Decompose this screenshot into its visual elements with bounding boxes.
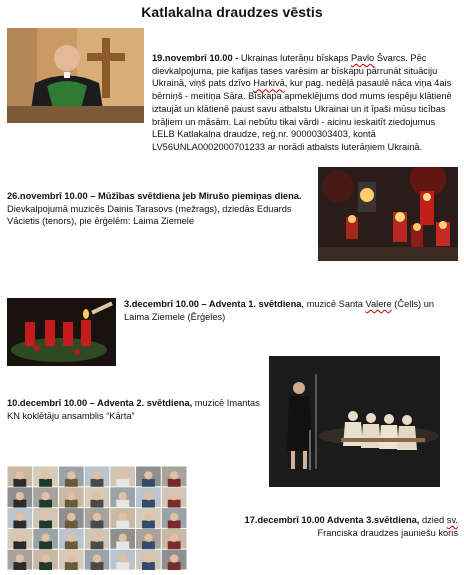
page-title: Katlakalna draudzes vēstis <box>141 4 323 20</box>
event-1-text: 19.novembrī 10.00 - Ukrainas luterāņu bīskaps Pavlo Švarcs. Pēc dievkalpojuma, pie kafijas tases varēsim ar bīskapu pārrunāt situāciju Ukrainā, viņš pats dzīvo Harkivā, kur pag. nedēļā pasaulē nāca viņa 4ais bērniņš - meitiņa Sāra. Bīskapa apmeklējums dod mums iespēju klātienē iztaujāt un klātienē paust savu atbalstu Ukrainai un it īpaši mūsu ticības brāļiem un māsām. Lai nebūtu tikai vārdi - aicinu ieskaitīt ziedojumus LELB Katlakalna draudze, reģ.nr. 90000303403, kontā LV56UNLA0002000701233 ar norādi atbalsts luterāņiem Ukrainā. <box>152 53 452 152</box>
kokle-ensemble-photo <box>269 356 440 487</box>
event-2-text: 26.novembrī 10.00 – Mūžības svētdiena jeb Mirušo piemiņas diena. Dievkalpojumā muzicēs Dainis Tarasovs (mežrags), dziedās Eduards Vācietis (tenors), pie ērģelēm: Laima Ziemele <box>7 191 302 227</box>
event-4-text: 10.decembrī 10.00 – Adventa 2. svētdiena, muzicē Imantas KN koklētāju ansamblis “Kārta” <box>7 398 260 421</box>
event-3-text: 3.decembrī 10.00 – Adventa 1. svētdiena, muzicē Santa Valere (Čells) un Laima Ziemele (Ērģeles) <box>124 299 435 322</box>
advent-wreath-photo <box>7 298 116 366</box>
bishop-photo <box>7 28 144 123</box>
candles-photo <box>318 167 458 261</box>
event-5-text: 17.decembrī 10.00 Adventa 3.svētdiena, dzied sv. Franciska draudzes jauniešu koris <box>244 515 458 538</box>
youth-choir-collage <box>7 466 187 570</box>
